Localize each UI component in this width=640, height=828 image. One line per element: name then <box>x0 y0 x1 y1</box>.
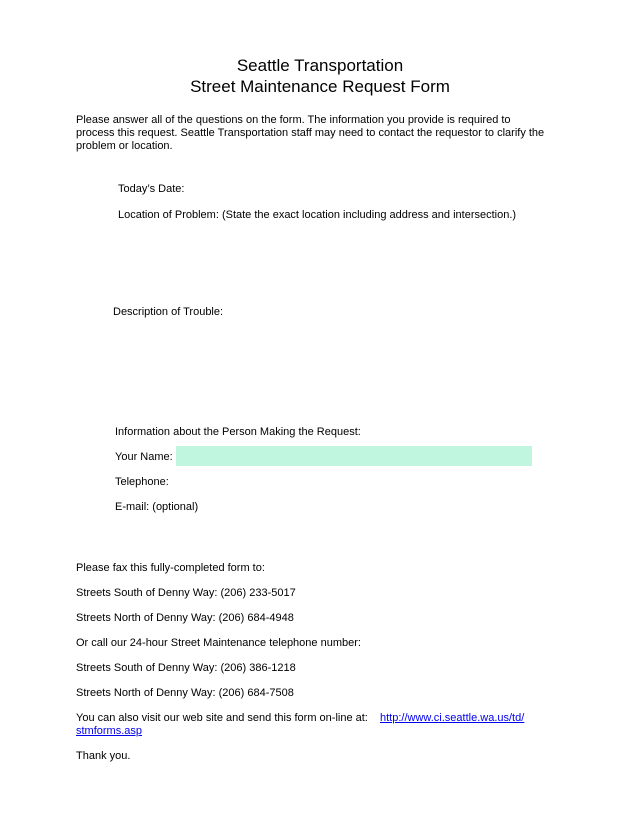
date-label: Today’s Date: <box>118 183 185 195</box>
telephone-label: Telephone: <box>115 476 169 488</box>
website-link-line-1[interactable]: http://www.ci.seattle.wa.us/td/ <box>380 712 525 724</box>
title-line-1: Seattle Transportation <box>236 56 404 75</box>
fax-south: Streets South of Denny Way: (206) 233-5017 <box>76 587 296 599</box>
name-label: Your Name: <box>115 451 173 463</box>
location-label: Location of Problem: (State the exact location including address and intersection.) <box>118 209 517 221</box>
web-intro: You can also visit our web site and send this form on-line at: <box>76 712 368 724</box>
call-north: Streets North of Denny Way: (206) 684-7508 <box>76 687 294 699</box>
call-intro: Or call our 24-hour Street Maintenance telephone number: <box>76 637 361 649</box>
title-line-2: Street Maintenance Request Form <box>190 77 450 96</box>
intro-paragraph: Please answer all of the questions on the form. The information you provide is required to process this request. Seattle Transportation staff may need to contact the requestor to clarify the problem or location. <box>76 114 545 152</box>
requester-heading: Information about the Person Making the Request: <box>115 426 361 438</box>
email-label: E-mail: (optional) <box>115 501 199 513</box>
website-link-line-2[interactable]: stmforms.asp <box>76 725 143 737</box>
thank-you: Thank you. <box>76 750 131 762</box>
fax-north: Streets North of Denny Way: (206) 684-4948 <box>76 612 294 624</box>
call-south: Streets South of Denny Way: (206) 386-1218 <box>76 662 296 674</box>
fax-intro: Please fax this fully-completed form to: <box>76 562 265 574</box>
name-input[interactable] <box>176 446 532 466</box>
description-label: Description of Trouble: <box>113 306 224 318</box>
